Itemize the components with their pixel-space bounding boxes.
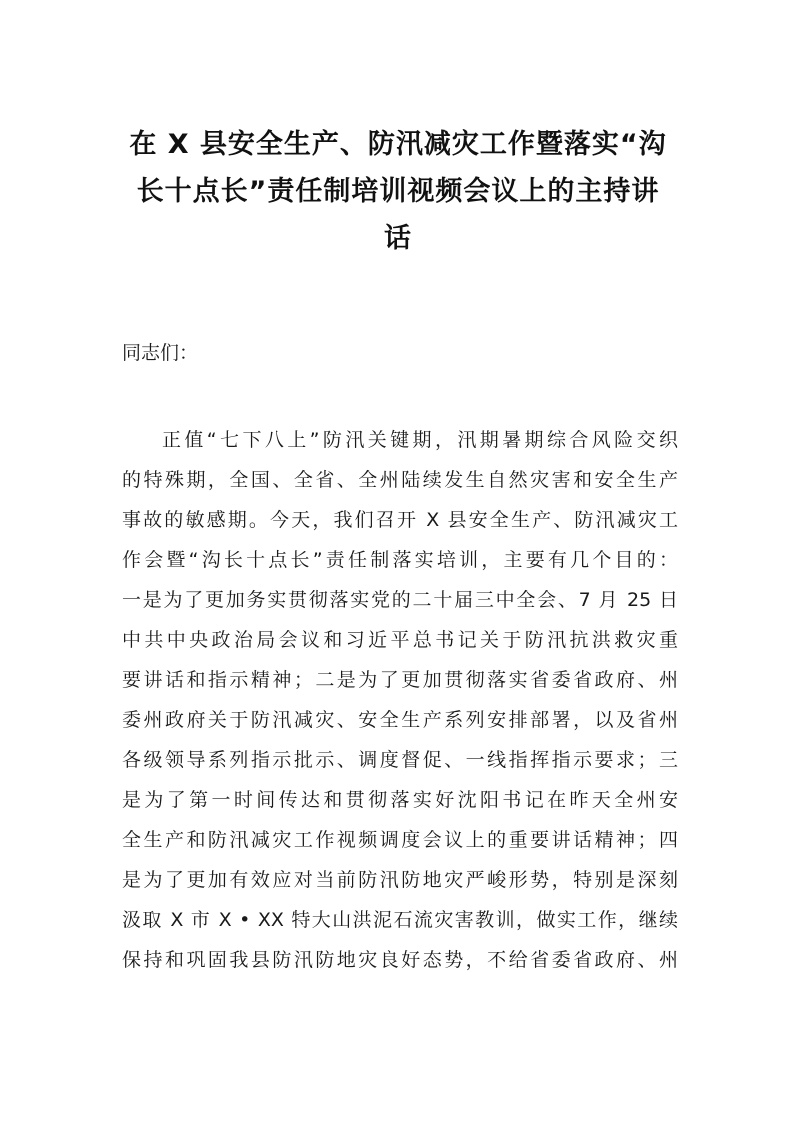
paragraph-line: 各级领导系列指示批示、调度督促、一线指挥指示要求；三 xyxy=(122,749,678,771)
paragraph-line: 是为了更加有效应对当前防汛防地灾严峻形势，特别是深刻 xyxy=(122,869,678,891)
document-title xyxy=(118,121,678,262)
paragraph-line: 的特殊期，全国、全省、全州陆续发生自然灾害和安全生产 xyxy=(122,469,678,491)
paragraph-line: 保持和巩固我县防汛防地灾良好态势，不给省委省政府、州 xyxy=(122,949,678,971)
paragraph-line: 作会暨“沟长十点长”责任制落实培训，主要有几个目的： xyxy=(122,549,678,571)
title-line-3: 话 xyxy=(384,223,412,254)
title-line-1: 在 X 县安全生产、防汛减灾工作暨落实“沟 xyxy=(129,129,667,160)
paragraph-line: 要讲话和指示精神；二是为了更加贯彻落实省委省政府、州 xyxy=(122,669,678,691)
body-paragraph xyxy=(122,420,678,980)
paragraph-line: 是为了第一时间传达和贯彻落实好沈阳书记在昨天全州安 xyxy=(122,789,678,811)
salutation: 同志们： xyxy=(122,342,199,364)
paragraph-line: 正值“七下八上”防汛关键期，汛期暑期综合风险交织 xyxy=(162,429,678,451)
paragraph-line: 委州政府关于防汛减灾、安全生产系列安排部署，以及省州 xyxy=(122,709,678,731)
paragraph-line: 事故的敏感期。今天，我们召开 X 县安全生产、防汛减灾工 xyxy=(122,509,678,531)
paragraph-line: 汲取 X 市 X • XX 特大山洪泥石流灾害教训，做实工作，继续 xyxy=(122,909,678,931)
paragraph-line: 全生产和防汛减灾工作视频调度会议上的重要讲话精神；四 xyxy=(122,829,678,851)
paragraph-line: 一是为了更加务实贯彻落实党的二十届三中全会、7 月 25 日 xyxy=(122,589,678,611)
paragraph-line: 中共中央政治局会议和习近平总书记关于防汛抗洪救灾重 xyxy=(122,629,678,651)
title-line-2: 长十点长”责任制培训视频会议上的主持讲 xyxy=(136,176,660,207)
